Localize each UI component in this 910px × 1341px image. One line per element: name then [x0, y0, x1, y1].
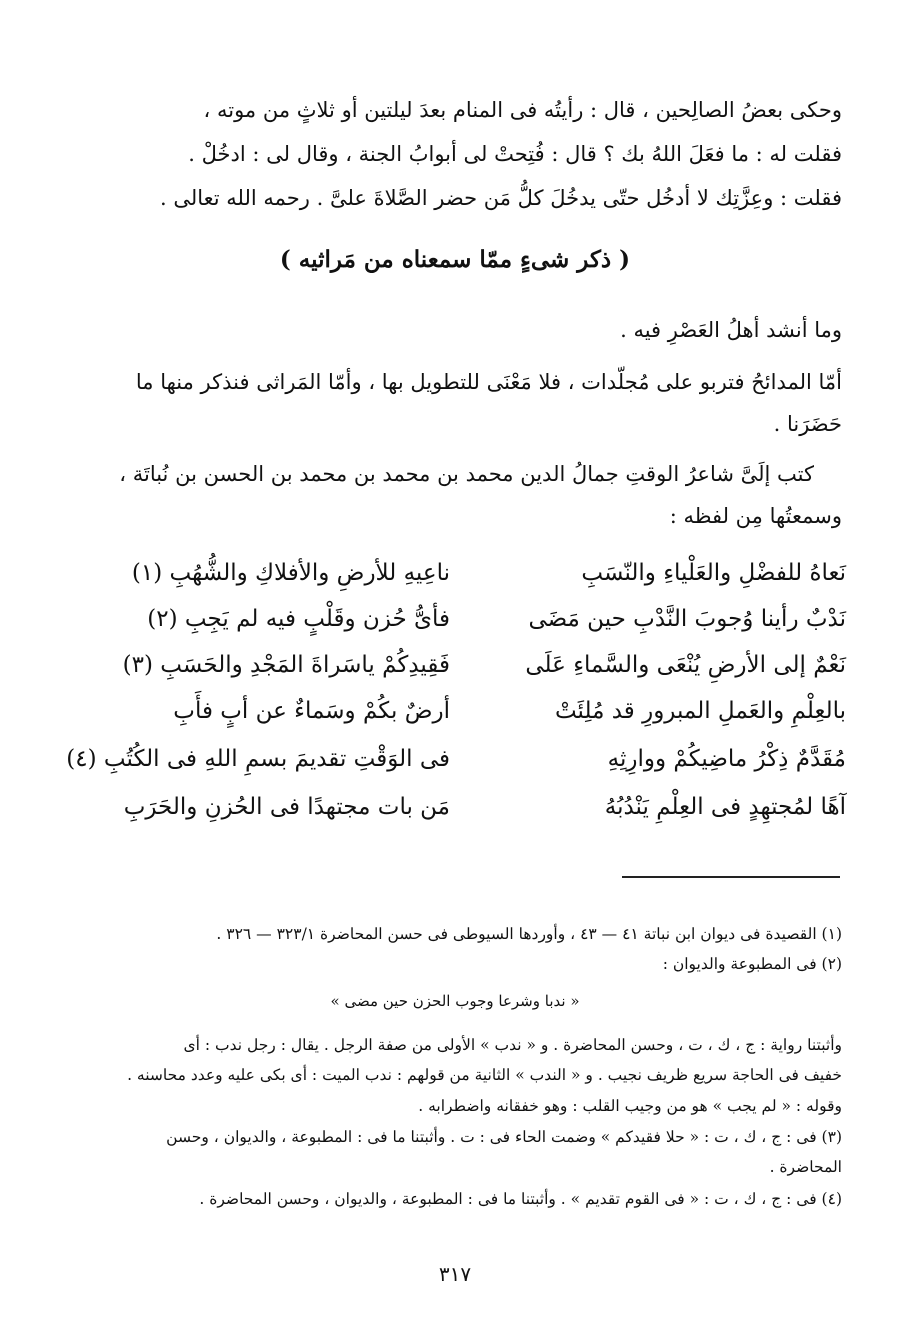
paragraph-line: وحكى بعضُ الصالِحين ، قال : رأيتُه فى المنام بعدَ ليلتين أو ثلاثٍ من موته ،: [203, 98, 842, 122]
paragraph-line: وما أنشد أهلُ العَصْرِ فيه .: [620, 318, 842, 342]
verse-first-hemistich: نَعْمٌ إلى الأرضِ يُنْعَى والسَّماءِ عَلَى: [525, 652, 846, 678]
footnote-4: (٤) فى : ج ، ك ، ت : « فى القوم تقديم » . وأثبتنا ما فى : المطبوعة ، والديوان ، وحسن المحاضرة .: [199, 1190, 842, 1208]
verse-second-hemistich: مَن بات مجتهدًا فى الحُزنِ والحَرَبِ: [123, 794, 450, 820]
paragraph-line: أمّا المدائحُ فتربو على مُجلّدات ، فلا مَعْنَى للتطويل بها ، وأمّا المَراثى فنذكر منها ما: [135, 370, 842, 394]
paragraph-line: فقلت : وعِزَّتِك لا أدخُل حتّى يدخُلَ كلُّ مَن حضر الصَّلاةَ علىَّ . رحمه الله تعالى .: [159, 186, 842, 210]
verse-second-hemistich: فَقِيدِكُمْ ياسَراةَ المَجْدِ والحَسَبِ (٣): [122, 652, 450, 678]
footnote-2-verse: « ندبا وشرعا وجوب الحزن حين مضى »: [330, 992, 580, 1010]
footnote-2-line: خفيف فى الحاجة سريع ظريف نجيب . و « الندب » الثانية من قولهم : ندب الميت : أى بكى عليه وعدد محاسنه .: [127, 1066, 842, 1084]
footnote-3-line: المحاضرة .: [769, 1158, 842, 1176]
verse-second-hemistich: فأىُّ حُزن وقَلْبٍ فيه لم يَجِبِ (٢): [147, 606, 450, 632]
verse-second-hemistich: أرضٌ بكُمْ وسَماءٌ عن أبٍ فأَبِ: [173, 698, 450, 724]
verse-first-hemistich: مُقَدَّمٌ ذِكْرُ ماضِيكُمْ ووارِثِهِ: [607, 746, 846, 772]
footnote-2-line: وأثبتنا رواية : ج ، ك ، ت ، وحسن المحاضرة . و « ندب » الأولى من صفة الرجل . يقال : رجل ندب : أى: [183, 1036, 842, 1054]
footnote-2-line: وقوله : « لم يجب » هو من وجيب القلب : وهو خفقانه واضطرابه .: [418, 1097, 842, 1115]
paragraph-line: حَضَرَنا .: [773, 412, 842, 436]
page-number: ٣١٧: [438, 1262, 472, 1286]
verse-second-hemistich: ناعِيهِ للأرضِ والأفلاكِ والشُّهُبِ (١): [131, 560, 450, 586]
paragraph-line: فقلت له : ما فعَلَ اللهُ بك ؟ قال : فُتِحتْ لى أبوابُ الجنة ، وقال لى : ادخُلْ .: [188, 142, 842, 166]
section-heading: ( ذكر شىءٍ ممّا سمعناه من مَراثيه ): [279, 246, 631, 273]
verse-second-hemistich: فى الوَقْتِ تقديمَ بسمِ اللهِ فى الكُتُبِ (٤): [66, 746, 450, 772]
verse-first-hemistich: نَدْبٌ رأينا وُجوبَ النَّدْبِ حين مَضَى: [528, 606, 846, 632]
paragraph-line: وسمعتُها مِن لفظه :: [669, 504, 842, 528]
footnote-2: (٢) فى المطبوعة والديوان :: [662, 955, 842, 973]
verse-first-hemistich: بالعِلْمِ والعَملِ المبرورِ قد مُلِئَتْ: [554, 698, 846, 724]
footnote-separator: [622, 876, 840, 878]
verse-first-hemistich: آهًا لمُجتهِدٍ فى العِلْمِ يَنْدُبُهُ: [604, 794, 846, 820]
verse-first-hemistich: نَعاهُ للفضْلِ والعَلْياءِ والنّسَبِ: [581, 560, 846, 586]
footnote-1: (١) القصيدة فى ديوان ابن نباتة ٤١ — ٤٣ ، وأوردها السيوطى فى حسن المحاضرة ٣٢٣/١ — ٣٢٦ .: [216, 925, 842, 943]
footnote-3: (٣) فى : ج ، ك ، ت : « حلا فقيدكم » وضمت الحاء فى : ت . وأثبتنا ما فى : المطبوعة ، والديوان ، وحسن: [166, 1128, 842, 1146]
paragraph-line: كتب إلَىَّ شاعرُ الوقتِ جمالُ الدين محمد بن محمد بن محمد بن الحسن بن نُباتَة ،: [119, 462, 814, 486]
